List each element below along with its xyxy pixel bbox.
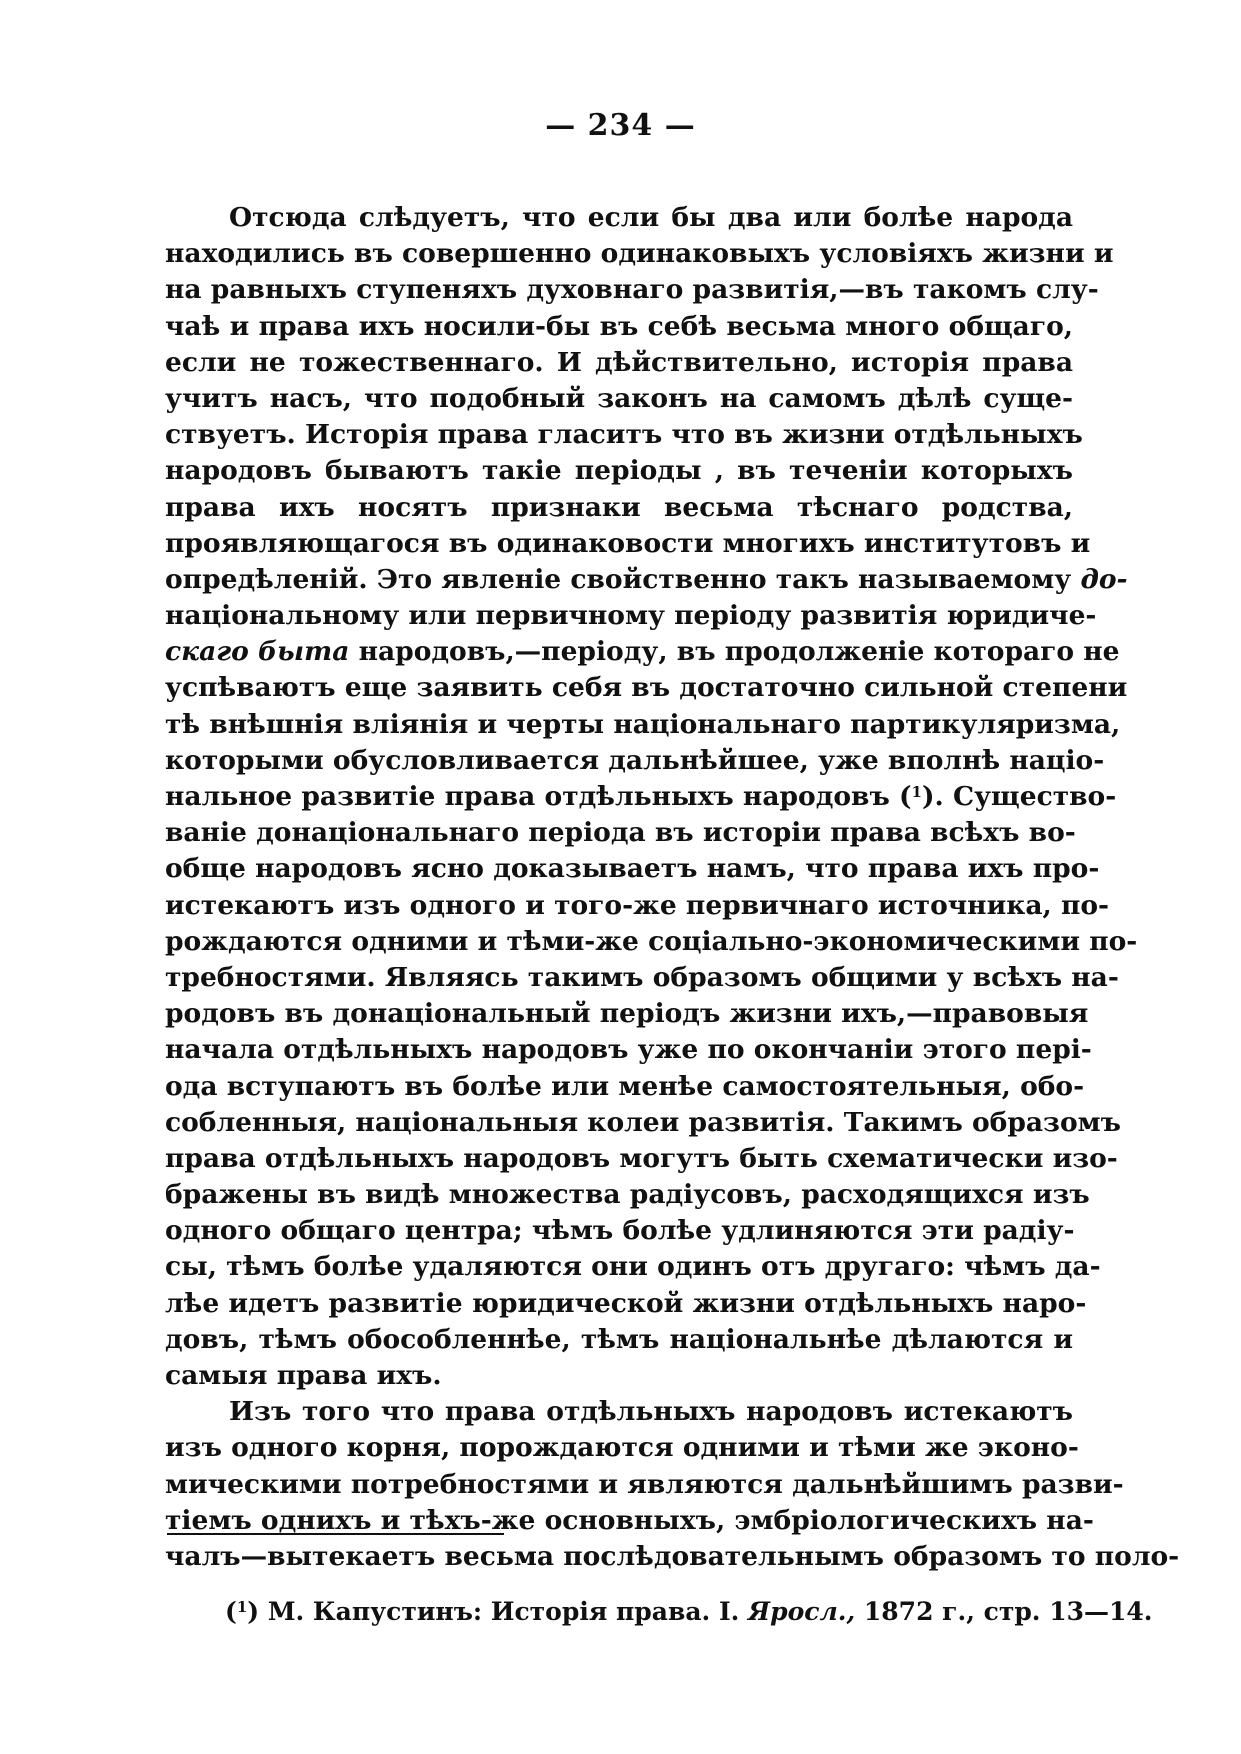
text-line: рождаются одними и тѣми-же соціально-экономическими по- (165, 925, 1138, 957)
text-line (165, 562, 1128, 598)
text-line: чалъ—вытекаетъ весьма послѣдовательнымъ образомъ то поло- (165, 1540, 1180, 1572)
text-line: на равныхъ ступеняхъ духовнаго развитія,—въ такомъ слу- (165, 274, 1099, 306)
text-fragment: народовъ,—періоду, въ продолженіе котораго не (349, 636, 1120, 668)
text-line: одного общаго центра; чѣмъ болѣе удлиняются эти радіу- (165, 1215, 1075, 1247)
text-line: учитъ насъ, что подобный законъ на самомъ дѣлѣ суще- (165, 382, 1073, 414)
text-line: изъ одного корня, порождаются одними и тѣми же эконо- (165, 1432, 1079, 1464)
footnote-divider (167, 1533, 504, 1535)
text-line: права ихъ носятъ признаки весьма тѣснаго родства, (165, 491, 1073, 523)
text-line: Изъ того что права отдѣльныхъ народовъ истекаютъ (229, 1396, 1073, 1428)
text-line: обще народовъ ясно доказываетъ намъ, что права ихъ про- (165, 853, 1100, 885)
text-fragment: ). Существо- (921, 781, 1117, 812)
footnote-title: Исторія права. I. (482, 1597, 740, 1626)
text-line: проявляющагося въ одинаковости многихъ институтовъ и (165, 527, 1091, 559)
footnote-place: Яросл., (739, 1597, 856, 1626)
text-line: родовъ въ донаціональный періодъ жизни ихъ,—правовыя (165, 998, 1089, 1030)
text-line: начала отдѣльныхъ народовъ уже по окончаніи этого пері- (165, 1034, 1092, 1066)
text-line: которыми обусловливается дальнѣйшее, уже вполнѣ націо- (165, 744, 1105, 776)
text-line: сы, тѣмъ болѣе удаляются они одинъ отъ другаго: чѣмъ да- (165, 1251, 1101, 1283)
footnote: ($^1$) М. Капустинъ: Исторія права. I. Яросл., 1872 г., стр. 13—14. (225, 1597, 1153, 1626)
text-line: ода вступаютъ въ болѣе или менѣе самостоятельныя, обо- (165, 1070, 1085, 1102)
text-line: ствуетъ. Исторія права гласитъ что въ жизни отдѣльныхъ (165, 419, 1083, 451)
text-line: успѣваютъ еще заявить себя въ достаточно сильной степени (165, 672, 1128, 704)
text-line: мическими потребностями и являются дальнѣйшимъ разви- (165, 1468, 1124, 1500)
footnote-reference: 1 (911, 783, 922, 801)
footnote-mark: 1 (236, 1598, 248, 1616)
text-line (165, 634, 1120, 670)
text-line: народовъ бываютъ такіе періоды , въ теченіи которыхъ (165, 455, 1073, 487)
text-line: бражены въ видѣ множества радіусовъ, расходящихся изъ (165, 1179, 1090, 1211)
italic-fragment: скаго быта (165, 636, 350, 668)
footnote-details: 1872 г., стр. 13—14. (855, 1597, 1153, 1626)
text-line: тіемъ однихъ и тѣхъ-же основныхъ, эмбріологическихъ на- (165, 1504, 1094, 1536)
italic-fragment: до- (1080, 563, 1128, 595)
text-line: тѣ внѣшнія вліянія и черты національнаго партикуляризма, (165, 708, 1121, 740)
text-fragment: нальное развитіе права отдѣльныхъ народовъ ( (165, 781, 912, 812)
text-line: истекаютъ изъ одного и того-же первичнаго источника, по- (165, 889, 1110, 921)
text-line: довъ, тѣмъ обособленнѣе, тѣмъ національнѣе дѣлаются и (165, 1323, 1073, 1355)
text-line: національному или первичному періоду развитія юридиче- (165, 600, 1097, 632)
text-line: Отсюда слѣдуетъ, что если бы два или болѣе народа (229, 202, 1073, 233)
text-line: находились въ совершенно одинаковыхъ условіяхъ жизни и (165, 238, 1114, 270)
text-line (165, 779, 1117, 815)
text-line: лѣе идетъ развитіе юридической жизни отдѣльныхъ наро- (165, 1287, 1087, 1319)
page-number: — 234 — (545, 108, 696, 143)
footnote-author: М. Капустинъ: (267, 1597, 483, 1626)
text-line: самыя права ихъ. (165, 1360, 442, 1391)
text-line: собленныя, національныя колеи развитія. Такимъ образомъ (165, 1106, 1121, 1138)
main-text (165, 200, 1180, 1575)
text-line: ваніе донаціональнаго періода въ исторіи права всѣхъ во- (165, 817, 1076, 849)
text-line: права отдѣльныхъ народовъ могутъ быть схематически изо- (165, 1142, 1118, 1174)
text-line: если не тожественнаго. И дѣйствительно, исторія права (165, 346, 1073, 378)
text-fragment: опредѣленій. Это явленіе свойственно такъ называемому (165, 563, 1072, 595)
text-line: чаѣ и права ихъ носили-бы въ себѣ весьма много общаго, (165, 310, 1073, 342)
text-line: требностями. Являясь такимъ образомъ общими у всѣхъ на- (165, 961, 1119, 993)
